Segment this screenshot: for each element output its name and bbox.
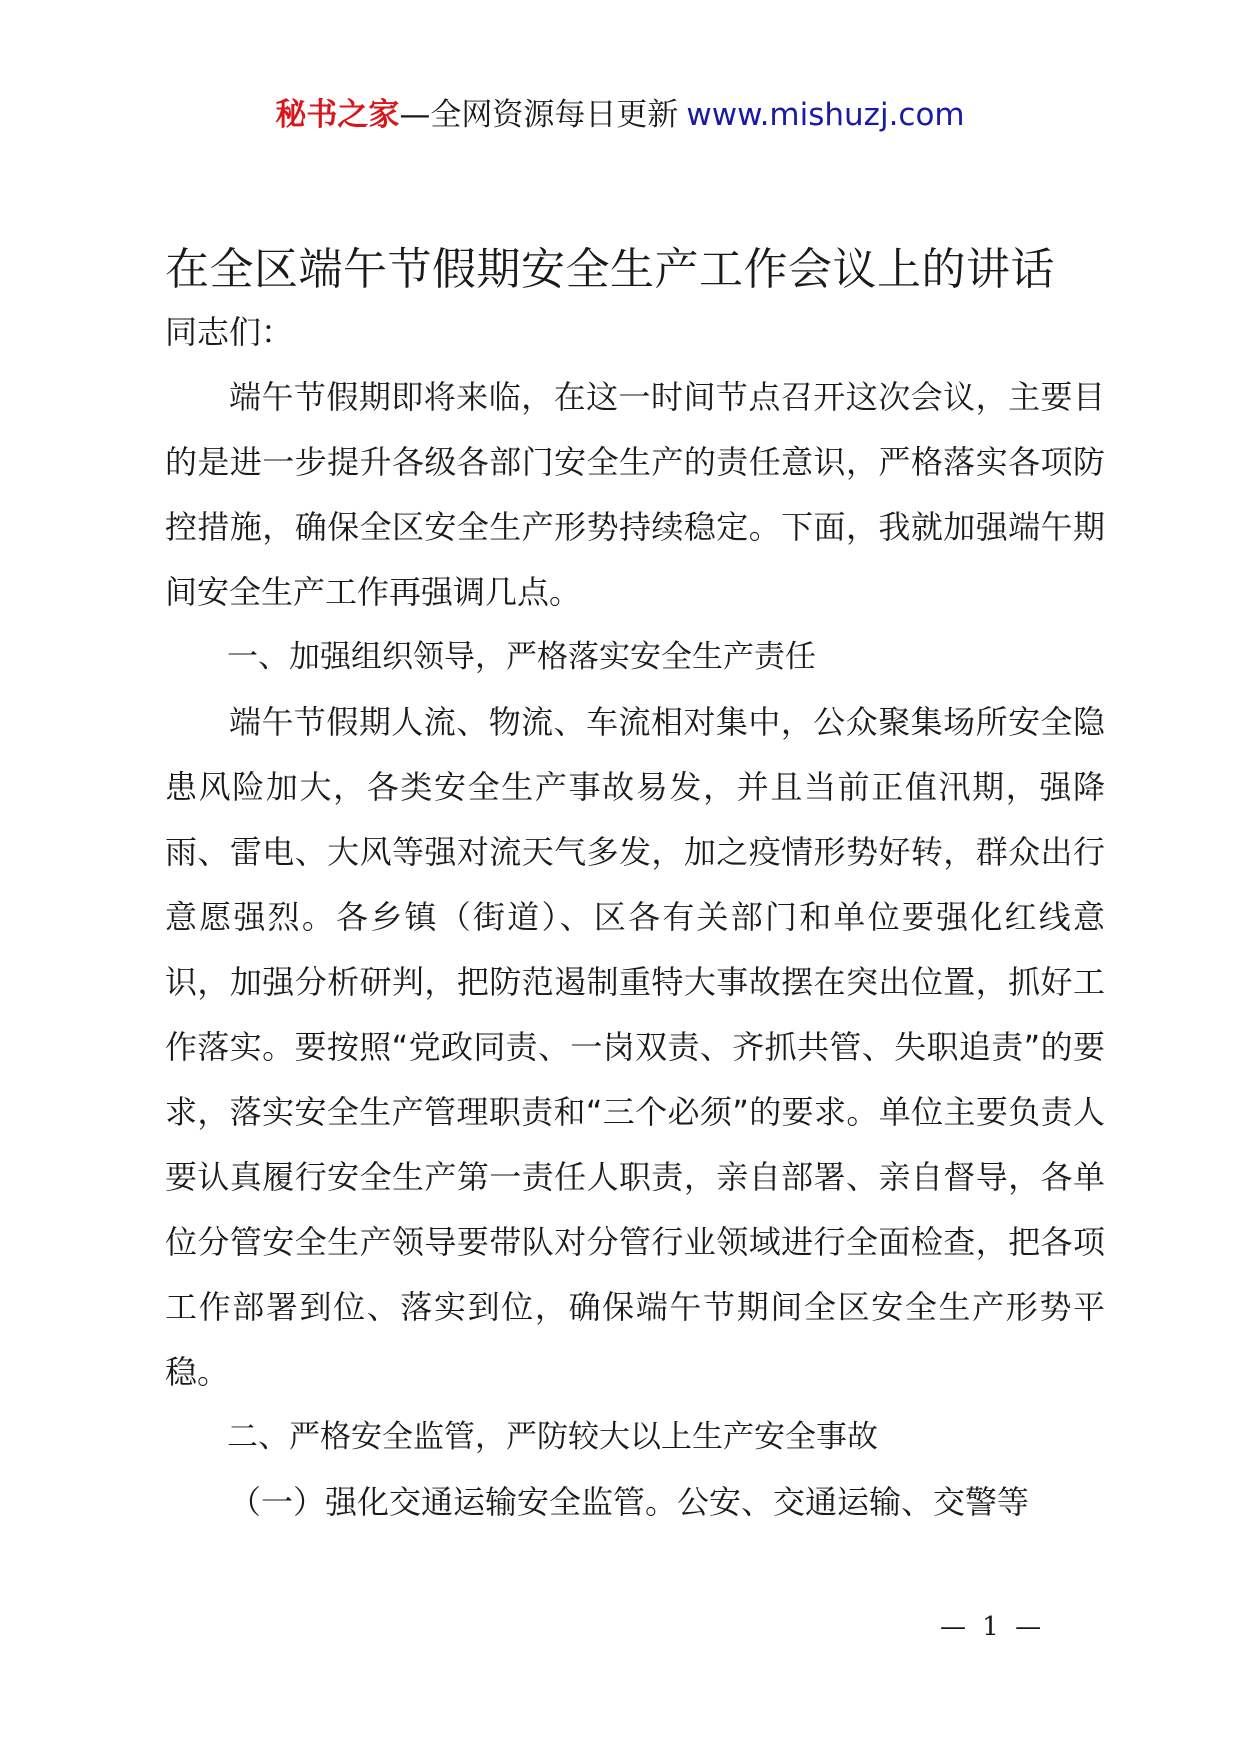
section-1-paragraph: 端午节假期人流、物流、车流相对集中，公众聚集场所安全隐患风险加大，各类安全生产事故易发，并且当前正值汛期，强降雨、雷电、大风等强对流天气多发，加之疫情形势好转，群众出行意愿强烈。各乡镇（街道）、区各有关部门和单位要强化红线意识，加强分析研判，把防范遏制重特大事故摆在突出位置，抓好工作落实。要按照“党政同责、一岗双责、齐抓共管、失职追责”的要求，落实安全生产管理职责和“三个必须”的要求。单位主要负责人要认真履行安全生产第一责任人职责，亲自部署、亲自督导，各单位分管安全生产领导要带队对分管行业领域进行全面检查，把各项工作部署到位、落实到位，确保端午节期间全区安全生产形势平稳。 [165,703,1105,1391]
intro-paragraph: 端午节假期即将来临，在这一时间节点召开这次会议，主要目的是进一步提升各级各部门安全生产的责任意识，严格落实各项防控措施，确保全区安全生产形势持续稳定。下面，我就加强端午期间安全生产工作再强调几点。 [165,378,1105,611]
site-header-banner [0,95,1240,135]
header-tagline: —全网资源每日更新 [399,97,679,133]
brand-name: 秘书之家 [275,97,400,133]
section-2-item-1-paragraph: （一）强化交通运输安全监管。公安、交通运输、交警等 [229,1483,1030,1521]
document-body [165,300,1105,1535]
salutation: 同志们： [165,313,294,351]
section-heading-2: 二、严格安全监管，严防较大以上生产安全事故 [227,1419,878,1455]
document-title: 在全区端午节假期安全生产工作会议上的讲话 [165,244,1055,295]
page-number: — 1 — [940,1612,1046,1642]
site-url-link[interactable]: www.mishuzj.com [686,97,965,133]
section-heading-1: 一、加强组织领导，严格落实安全生产责任 [227,639,816,675]
